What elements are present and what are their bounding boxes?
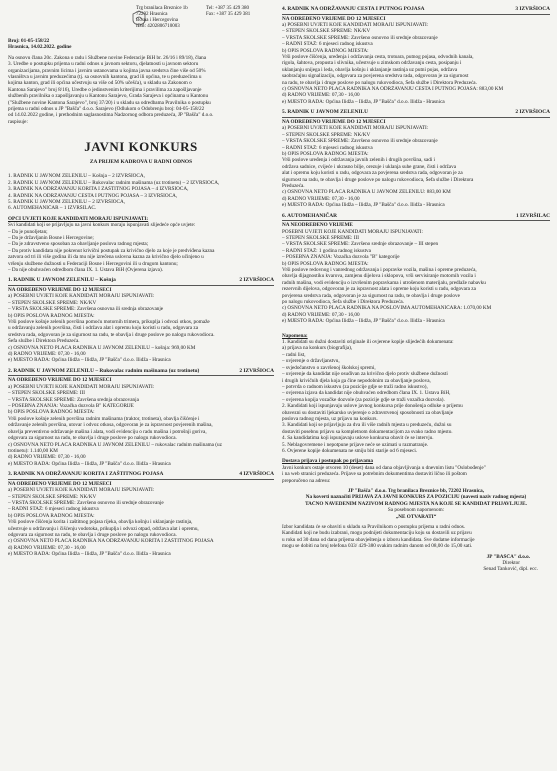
right-column: [282, 6, 550, 573]
section-line: odgovara za sigurnost na radu, te obavlja i druge poslove po nalogu rukovodioca.: [8, 531, 177, 538]
contact-line: Fax: +387 35 429 381: [206, 12, 251, 17]
notes-heading: Napomena:: [282, 332, 308, 339]
note-line: – svjedočanstvo o završenoj školskoj spremi,: [282, 364, 376, 371]
section-line: – RADNI STAŽ: 6 mjeseci radnog iskustva: [282, 41, 373, 48]
section-line: odgovara za sigurnost na radu, te obavlja i druge poslove po nalogu rukovodioca.: [8, 435, 177, 442]
note-line: – ovjerena kopija vozačke dozvole (za pozicije gdje se traži vozačka dozvola).: [282, 396, 445, 403]
section-line: b) OPIS POSLOVA RADNOG MJESTA:: [8, 409, 95, 416]
condition-line: – Da je državljanin Bosne i Hercegovine;: [8, 234, 94, 241]
section-title-row: [8, 471, 274, 478]
note-line: – potvrda o radnom iskustvu (za pozicije gdje se traži radno iskustvo),: [282, 383, 428, 390]
org-line: Trg branilaca Breznice 1b: [136, 6, 188, 11]
section-line: radnih mašina, vodi evidenciju o izvršenim popravkama i utrošenom materijalu, predlaže nabavku: [282, 279, 486, 286]
section-title: 1. RADNIK U JAVNOM ZELENILU – Košnja: [8, 277, 116, 284]
section-line: Vrši poslove redovnog i vanrednog održavanja i popravke vozila, mašina i opreme preduzeća,: [282, 267, 477, 273]
section-line: Vrši poslove čišćenja korita i zaštitnog pojasa rijeka, obavlja košnju i uklanjanje rastinja,: [8, 519, 193, 526]
section-line: c) OSNOVNA NETO PLAĆA RADNIKA NA ODRŽAVANJU KORITA I ZAŠTITNOG POJASA: [8, 538, 214, 545]
section-line: obavlja dijagnostiku kvarova, zamjenu dijelova i sklopova, vrši servisiranje motornih vozila i: [282, 273, 476, 280]
section-line: c) OSNOVNA NETO PLAĆA RADNIKA U JAVNOM ZELENILU: 883,00 KM: [282, 189, 451, 196]
section-line: održava sadnice, cvijeće i ukrasno bilje, orezuje i uklanja suhe grane, čisti i održava: [282, 163, 456, 170]
section-line: – RADNI STAŽ: 6 mjeseci radnog iskustva: [8, 506, 99, 513]
org-address: [136, 6, 206, 30]
condition-line: Svi kandidati koji se prijavljuju na javni konkurs moraju ispunjavati slijedeće opće uvjete:: [8, 222, 196, 229]
note-line: 3. Kandidati koji se prijavljuju za dva ili više radnih mjesta u preduzeću, dužni su: [282, 422, 452, 429]
section-line: sredstva rada, odgovoran je za sigurnost na radu, te obavlja i druge poslove po nalogu rukovodioca.: [8, 331, 215, 338]
intro-line: kojima kanton, grad ili općina učestvuju sa više od 50% učešća), u skladu sa Zakonom o: [8, 80, 192, 87]
section-line: b) OPIS POSLOVA RADNOG MJESTA:: [8, 512, 95, 519]
signature-name: Senad Tanković, dipl. ecc.: [483, 566, 538, 573]
section-title: 3. RADNIK NA ODRŽAVANJU KORITA I ZAŠTITNOG POJASA: [8, 471, 164, 478]
note-line: – uvjerenje da kandidat nije osuđivan za krivično djelo protiv službene dužnosti: [282, 371, 448, 378]
intro-line: vlasništva u javnim preduzećima (tj. sa osnovnih kantona, grad ili općina, te u preduzećima u: [8, 74, 202, 81]
general-conditions-heading: OPĆI UVJETI KOJE KANDIDATI MORAJU ISPUNJAVATI:: [8, 215, 149, 222]
note-line: – ovjerena izjava da kandidat nije obuhvaćen odredbom člana IX. 1. Ustava BiH,: [282, 390, 451, 397]
position-section: [282, 6, 550, 109]
section-line: – STEPEN ŠKOLSKE SPREME: NK/KV: [8, 299, 97, 306]
note-line: poslova radnog mjesta, uz prijavu na konkurs.: [282, 415, 378, 422]
section-line: – VRSTA ŠKOLSKE SPREME: Završeno osnovno ili srednje obrazovanje: [282, 138, 438, 145]
section-line: povjerena sredstva rada, odgovoran je za sigurnost na radu, te obavlja i druge poslove: [282, 292, 460, 299]
section-line: učestvuje u održavanju i čišćenju vodotoka, prikuplja i odvozi otpad, održava alat i opremu,: [8, 525, 199, 532]
org-contact: [206, 6, 250, 30]
section-line: rigola, šahtova, propusta i slivnika, učestvuje u zimskom održavanju cesta, posipanju i: [282, 60, 462, 67]
section-line: – POSEBNA ZNANJA: Vozačka dozvola B" KATEGORIJE: [8, 403, 134, 410]
section-line: – VRSTA ŠKOLSKE SPREME: Završeno osnovno ili srednje obrazovanje: [282, 34, 438, 41]
section-line: – RADNI STAŽ: 1 godina radnog iskustva: [282, 247, 371, 254]
note-line: 6. Ovjerene kopije dokumenata ne smiju biti starije od 6 mjeseci.: [282, 447, 418, 454]
condition-line: zatvora od tri ili više godina ili da mu nije izrečena uslovna kazna za krivično djelo učinjeno u: [8, 254, 204, 261]
section-subtitle: NA ODREĐENO VRIJEME DO 12 MJESECI: [8, 480, 112, 487]
section-line: obavlja preventivno održavanje mašina i alata, vodi evidenciju o radu mašina i potrošnji goriva,: [8, 428, 207, 435]
submission-line: preporučeno na adresu:: [282, 477, 331, 484]
position-item: 1. RADNIK U JAVNOM ZELENILU – Košnja – 2 IZVRŠIOCA,: [8, 173, 145, 180]
divider: [8, 375, 274, 376]
general-conditions: [8, 222, 274, 273]
intro-line: raspisuje:: [8, 118, 28, 125]
section-line: c) OSNOVNA NETO PLAĆA RADNIKA NA ODRŽAVANJU CESTA I PUTNOG POJASA: 883,00 KM: [282, 86, 504, 93]
note-line: – radni list,: [282, 351, 306, 358]
closing-line: Izbor kandidata će se obaviti u skladu sa Pravilnikom o postupku prijema u radni odnos.: [282, 524, 466, 531]
position-section: [8, 471, 274, 561]
section-line: d) RADNO VRIJEME: 07,30 - 16,00: [8, 454, 86, 461]
section-line: – STEPEN ŠKOLSKE SPREME: NK/KV: [8, 493, 97, 500]
divider: [282, 220, 550, 221]
right-sections: [282, 6, 550, 329]
envelope-note-2: TAČNO NAVEDENIM NAZIVOM RADNOG MJESTA NA KOJE SE KANDIDAT PRIJAVLJUJE.: [305, 500, 527, 507]
signature-org: JP "BAŠČA" d.o.o.: [486, 553, 530, 560]
section-line: – STEPEN ŠKOLSKE SPREME: NK/KV: [282, 28, 371, 35]
section-title: 4. RADNIK NA ODRŽAVANJU CESTA I PUTNOG POJASA: [282, 6, 425, 12]
section-title: 6. AUTOMEHANIČAR: [282, 212, 338, 219]
closing-line: mogu se dobiti na broj telefona 033/ 429-380 svakim radnim danom od 08,00 do 15,00 sati.: [282, 543, 473, 550]
section-line: – STEPEN ŠKOLSKE SPREME: III: [8, 390, 85, 397]
position-item: 2. RADNIK U JAVNOM ZELENILU – Rukovalac radnim mašinama (uz trotinetu) – 2 IZVRŠIOCA,: [8, 179, 220, 186]
section-title-row: [8, 277, 274, 284]
intro-line: službenih pravilnika o zapošljavanju u Kantonu Sarajevo, Grada Sarajeva i općinama u Kantonu: [8, 93, 209, 100]
section-line: b) OPIS POSLOVA RADNOG MJESTA:: [282, 150, 369, 157]
intro-line: organizacijama, pravnim licima i javnim ustanovama u kojima javna sredstva čine više od 50%: [8, 67, 206, 74]
position-section: [282, 213, 550, 329]
section-line: c) OSNOVNA NETO PLAĆA RADNIKA U JAVNOM ZELENILU – košnja: 969,00 KM: [8, 344, 196, 351]
section-line: e) MJESTO RADA: Općina Ilidža – Ilidža, JP "Bašča" d.o.o. Ilidža - Hrasnica: [282, 202, 445, 209]
page-title: JAVNI KONKURS: [84, 139, 198, 155]
org-line: 72202 Hrasnica: [136, 12, 168, 17]
divider: [8, 285, 274, 286]
section-line: na radu, te obavlja i druge poslove po nalogu rukovodioca, Šefa službe i Direktora Preduzeća.: [282, 79, 477, 86]
section-count: 2 IZVRŠIOCA: [515, 109, 550, 116]
section-line: Vrši poslove košnje zelenih površina radnim mašinama (traktor, trotineta), obavlja čišćenje i: [8, 415, 200, 422]
submission-heading: Dostava prijava i postupak po prijavama: [282, 458, 373, 465]
note-line: 2. Kandidati koji ispunjavaju uslove javnog konkursa prije donošenja odluke o prijemu: [282, 403, 463, 410]
position-item: 5. RADNIK U JAVNOM ZELENILU – 2 IZVRŠIOCA,: [8, 198, 126, 205]
closing-line: u roku od 30 dana od dana prijema obavještenja o izboru kandidata. Sve dodatne informacije: [282, 536, 475, 543]
condition-line: vršenju službene dužnosti u Federaciji Bosne i Hercegovini ili u drugom kantonu;: [8, 260, 178, 267]
section-line: Preduzeća.: [282, 182, 305, 189]
section-title-row: [282, 6, 550, 13]
closing-line: Kandidati koji ne budu izabrani, mogu podnijeti dokumentaciju koju su dostavili uz prijavu: [282, 530, 472, 537]
section-line: d) RADNO VRIJEME: 07,30 - 16,00: [282, 311, 360, 318]
section-line: trotinetu): 1.140,00 KM: [8, 447, 58, 454]
left-sections: [8, 277, 274, 561]
position-item: 4. RADNIK NA ODRŽAVANJU CESTA I PUTNOG POJASA – 3 IZVRŠIOCA,: [8, 192, 178, 199]
intro-line: Na osnovu člana 20c. Zakona o radu i Službene novine Federacije BiH br. 26/16 i 89/18), člana: [8, 54, 207, 61]
place-date: Hrasnica, 14.02.2022. godine: [8, 44, 72, 51]
section-line: – STEPEN ŠKOLSKE SPREME: III: [282, 234, 359, 241]
section-line: Šefa službe i Direktora Preduzeća.: [8, 338, 80, 345]
section-line: u održavanju zelenih površina, čisti i održava alat i opremu koju koristi u radu, odgovara za: [8, 325, 199, 332]
position-section: [8, 368, 274, 471]
submission-line: Javni konkurs ostaje otvoren 10 (deset) dana od dana objavljivanja u dnevnim listu "Oslobođenje": [282, 464, 486, 471]
positions-list: [8, 173, 274, 211]
section-count: 3 IZVRŠIOCA: [515, 6, 550, 12]
section-line: c) OSNOVNA NETO PLAĆA RADNIKA U JAVNOM ZELENILU – rukovalac radnim mašinama (uz: [8, 441, 222, 448]
intro-line: ("Službene novine Kantona Sarajevo", broj 37/20) i u skladu sa odredbama Pravilnika o postupku: [8, 99, 211, 106]
section-line: rezervnih dijelova, odgovoran je za ispravnost alata i opreme koju koristi u radu, odgovara za: [282, 286, 476, 293]
section-line: – VRSTA ŠKOLSKE SPREME: Završeno srednje obrazovanje – III stepen: [282, 241, 439, 248]
intro-paragraph: [8, 55, 274, 125]
intro-line: prijema u radni odnos u JP "Bašča" d.o.o. Sarajevo (Odlukom o Odobrenju broj: 04-05-158/22: [8, 106, 205, 113]
submission-line: i na web stranici preduzeća. Prijave sa potrebnim dokumentima dostaviti lično ili poštom: [282, 471, 467, 478]
left-column: [8, 6, 274, 562]
section-line: – POSEBNA ZNANJA: Vozačka dozvola "B" kategorije: [282, 254, 400, 261]
envelope-note: Na koverti naznačiti PRIJAVA ZA JAVNI KONKURS ZA POZICIJU (navesti naziv radnog mjesta): [305, 494, 527, 501]
position-section: [8, 277, 274, 367]
section-line: sigurnost na radu, te obavlja i druge poslove po nalogu rukovodioca, Šefa službe i Direktora: [282, 176, 474, 183]
divider: [8, 479, 274, 480]
section-line: d) RADNO VRIJEME: 07,30 - 16,00: [282, 195, 360, 202]
submission-address: JP "Bašča" d.o.o. Trg branilaca Breznice bb, 72202 Hrasnica,: [347, 488, 485, 494]
signature-role: Direktor: [502, 560, 520, 567]
section-count: 1 IZVRŠILAC: [516, 212, 550, 219]
section-line: d) RADNO VRIJEME: 07,30 - 16,00: [8, 351, 86, 358]
contact-line: Tel: +387 35 429 380: [206, 6, 250, 11]
special-note: Sa posebnom napomenom:: [387, 507, 445, 514]
reference-number: Broj: 01-05-158/22: [8, 38, 50, 44]
org-line: Bosna i Hercegovina: [136, 18, 178, 23]
submission-text: [282, 465, 550, 484]
section-line: e) MJESTO RADA: Općina Ilidža – Ilidža, JP "Bašča" d.o.o. Ilidža - Hrasnica: [8, 357, 171, 364]
section-line: Vrši poslove košnje zelenih površina pomoću motornih trimera, prikuplja i odvozi otkos, pomaže: [8, 319, 210, 325]
divider: [282, 14, 550, 15]
section-count: 4 IZVRŠIOCA: [239, 471, 274, 478]
section-line: d) RADNO VRIJEME: 07,30 - 16,00: [282, 92, 360, 99]
note-line: – uvjerenje o državljanstvu,: [282, 358, 340, 365]
section-line: Vrši poslove uređenja i održavanja javnih zelenih i drugih površina, sadi i: [282, 157, 435, 164]
do-not-open: „NE OTVARATI“: [395, 513, 437, 520]
section-title: 2. RADNIK U JAVNOM ZELENILU – Rukovalac radnim mašinama (uz trotinetu): [8, 367, 200, 374]
intro-line: Kantona Sarajevo" broj 8/16), Uredbe o jedinstvenim kriterijima i pravilima za zapošljavanje: [8, 86, 202, 93]
section-line: a) POSEBNI UVJETI KOJE KANDIDATI MORAJU ISPUNJAVATI:: [282, 22, 429, 28]
section-line: – STEPEN ŠKOLSKE SPREME: NK/KV: [282, 131, 371, 138]
section-line: e) MJESTO RADA: Općina Ilidža – Ilidža, JP "Bašča" d.o.o. Ilidža - Hrasnica: [282, 318, 445, 325]
section-line: a) POSEBNI UVJETI KOJE KANDIDATI MORAJU ISPUNJAVATI:: [8, 293, 155, 300]
section-line: po nalogu rukovodioca, Šefa službe i Direktora Preduzeća.: [282, 299, 405, 306]
section-subtitle: NA ODREĐENO VRIJEME DO 12 MJESECI: [282, 15, 386, 22]
section-line: b) OPIS POSLOVA RADNOG MJESTA:: [282, 47, 369, 54]
closing-text: [282, 524, 550, 550]
note-line: a) prijava na konkurs (biografija),: [282, 345, 353, 352]
note-line: obavezni su dostaviti ljekarsko uvjerenje o zdravstvenoj sposobnosti za obavljanje: [282, 409, 454, 416]
note-line: 4. Sa kandidatima koji ispunjavaju uslove konkursa obavit će se intervju.: [282, 435, 434, 442]
section-line: – VRSTA ŠKOLSKE SPREME: Završena osnovna ili srednja obrazovanje: [8, 306, 164, 313]
condition-line: – Da je zdravstveno sposoban za obavljanje poslova radnog mjesta;: [8, 241, 149, 248]
section-line: b) OPIS POSLOVA RADNOG MJESTA:: [8, 312, 95, 319]
section-line: a) POSEBNI UVJETI KOJE KANDIDATI MORAJU ISPUNJAVATI:: [8, 487, 155, 494]
section-subtitle: NA ODREĐENO VRIJEME DO 12 MJESECI: [8, 286, 112, 293]
section-line: alat i opremu koju koristi u radu, odgovara za povjerena sredstva rada, odgovoran je za: [282, 170, 463, 177]
intro-line: od 14.02.2022 godine, i prethodnim saglasnostima Nadzornog odbora preduzeća, JP "Bašča" d.o.o.: [8, 112, 214, 119]
section-line: a) POSEBNI UVJETI KOJE KANDIDATI MORAJU ISPUNJAVATI:: [8, 383, 155, 390]
section-subtitle: NA ODREĐENO VRIJEME DO 12 MJESECI: [282, 118, 386, 125]
section-subtitle: NA ODREĐENO VRIJEME DO 12 MJESECI: [8, 377, 112, 384]
org-line: IDB: 4202806710003: [136, 24, 180, 29]
company-logo-icon: [132, 10, 146, 26]
section-line: saobraćajnu signalizaciju, odgovara za povjerena sredstva rada, odgovoran je za sigurnost: [282, 73, 469, 80]
section-title-row: [282, 213, 550, 220]
position-item: 6. AUTOMEHANIČAR – 1 IZVRŠILAC.: [8, 205, 97, 212]
intro-line: 3. Uredbe o postupku prijema u radni odnos u javnom sektoru, djelatnosti u javnom sektoru: [8, 61, 199, 68]
section-line: održavanje zelenih površina, utovar i odvoz otkosa, odgovoran je za ispravnost povjerenih mašina,: [8, 422, 213, 429]
position-section: [282, 109, 550, 212]
position-item: 3. RADNIK NA ODRŽAVANJU KORITA I ZAŠTITNOG POJASA – 4 IZVRŠIOCA,: [8, 186, 189, 193]
section-title-row: [282, 109, 550, 116]
note-line: i drugih krivičnih djela koja ga čine nepodobnim za obavljanje poslova,: [282, 377, 431, 384]
note-line: 1. Kandidati su dužni dostaviti originale ili ovjerene kopije slijedećih dokumenata:: [282, 339, 454, 346]
section-line: e) MJESTO RADA: Općina Ilidža – Ilidža, JP "Bašča" d.o.o. Ilidža - Hrasnica: [8, 460, 171, 467]
condition-line: – Da protiv kandidata nije pokrenut krivični postupak za krivično djelo za koje je predviđena kazna: [8, 247, 215, 254]
section-count: 2 IZVRŠIOCA: [239, 367, 274, 374]
section-line: e) MJESTO RADA: Općina Ilidža – Ilidža, JP "Bašča" d.o.o. Ilidža - Hrasnica: [8, 551, 171, 558]
section-line: a) POSEBNI UVJETI KOJE KANDIDATI MORAJU ISPUNJAVATI:: [282, 125, 429, 132]
section-line: POSEBNI UVJETI KOJE KANDIDATI MORAJU ISPUNJAVATI:: [282, 228, 423, 235]
section-line: – VRSTA ŠKOLSKE SPREME: Završena srednja obrazovanja: [8, 396, 139, 403]
page-subtitle: ZA PRIJEM KADROVA U RADNI ODNOS: [89, 159, 193, 166]
divider: [282, 117, 550, 118]
condition-line: – Da je punoljetan;: [8, 228, 48, 235]
section-title: 5. RADNIK U JAVNOM ZELENILU: [282, 109, 369, 116]
section-line: b) OPIS POSLOVA RADNOG MJESTA:: [282, 260, 369, 267]
notes-list: [282, 339, 550, 454]
section-line: uklanjanju snijega i leda, obavlja košnju i uklanjanje rastinja uz putni pojas, održava: [282, 66, 458, 73]
condition-line: – Da nije obuhvaćen odredbom člana IX. 1. Ustava BiH (Ovjerena izjava).: [8, 266, 163, 273]
note-line: dostaviti posebnu prijavu sa kompletnom dokumentacijom za svako radno mjesto.: [282, 428, 453, 435]
section-line: c) OSNOVNA NETO PLAĆA RADNIKA NA POSLOVIMA AUTOMEHANIČARA: 1.070,00 KM: [282, 305, 492, 312]
section-line: – RADNI STAŽ: 6 mjeseci radnog iskustva: [282, 144, 373, 151]
section-subtitle: NA NEODREĐENO VRIJEME: [282, 222, 353, 229]
section-line: e) MJESTO RADA: Općina Ilidža – Ilidža, JP "Bašča" d.o.o. Ilidža - Hrasnica: [282, 98, 445, 105]
section-title-row: [8, 368, 274, 375]
note-line: 5. Neblagovremene i nepotpune prijave neće se uzimati u razmatranje.: [282, 441, 429, 448]
section-line: d) RADNO VRIJEME: 07,30 - 16,00: [8, 544, 86, 551]
section-line: – VRSTA ŠKOLSKE SPREME: Završeno osnovno ili srednje obrazovanje: [8, 499, 164, 506]
section-line: Vrši poslove čišćenja, uređenja i održavanja cesta, trotoara, putnog pojasa, odvodnih kanala,: [282, 54, 474, 61]
section-count: 2 IZVRŠIOCA: [239, 277, 274, 284]
